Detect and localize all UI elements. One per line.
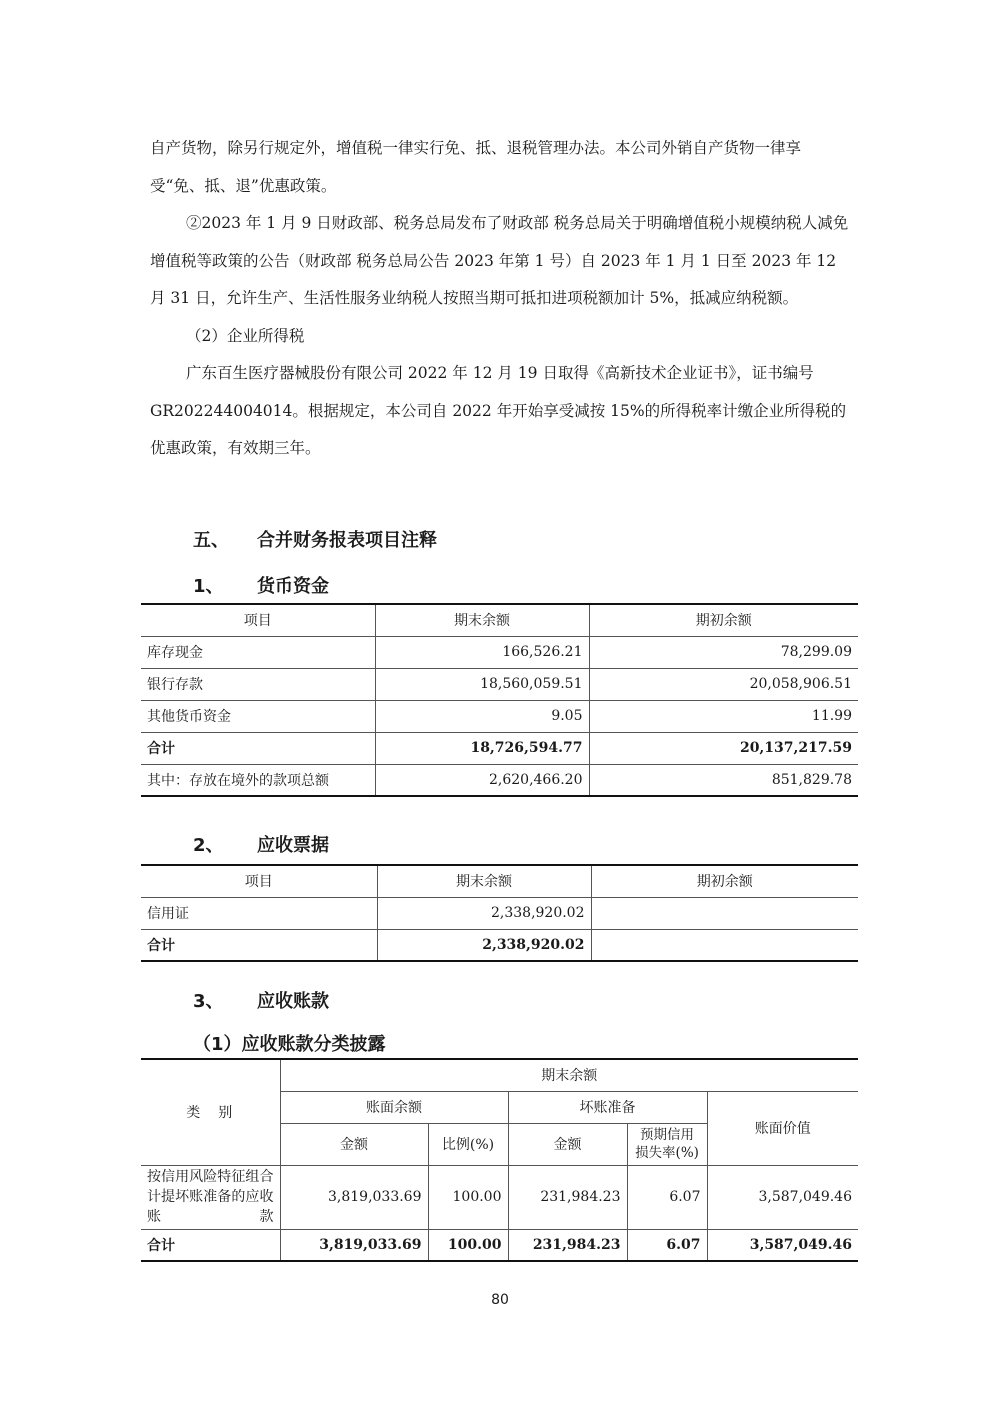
cell-value: 3,587,049.46 bbox=[707, 1229, 858, 1261]
cell-label: 合计 bbox=[141, 1229, 280, 1261]
table-row bbox=[141, 668, 858, 700]
table-header-row bbox=[141, 1059, 858, 1091]
header-loss-rate: 预期信用损失率(%) bbox=[627, 1123, 707, 1165]
table-row bbox=[141, 636, 858, 668]
cell-label: 其中：存放在境外的款项总额 bbox=[141, 764, 375, 796]
ar-sub-heading bbox=[193, 1030, 593, 1056]
cell-value: 18,560,059.51 bbox=[375, 668, 589, 700]
cell-label: 合计 bbox=[141, 929, 377, 961]
paragraph-vat-policy: ②2023 年 1 月 9 日财政部、税务总局发布了财政部 税务总局关于明确增值税小规模纳税人减免增值税等政策的公告（财政部 税务总局公告 2023 年第 1 号）自 2023 年 1 月 1 日至 2023 年 12 月 31 日，允许生产、生活性服务业纳税人按照当期可抵扣进项税额加计 5%，抵减应纳税额。 bbox=[150, 214, 849, 307]
cell-value: 20,137,217.59 bbox=[589, 732, 858, 764]
accounts-receivable-table bbox=[141, 1058, 858, 1262]
paragraph-export-tax: 自产货物，除另行规定外，增值税一律实行免、抵、退税管理办法。本公司外销自产货物一律享受“免、抵、退”优惠政策。 bbox=[150, 139, 802, 195]
cell-value bbox=[591, 897, 858, 929]
header-period-begin: 期初余额 bbox=[589, 604, 858, 636]
accounts-receivable-heading bbox=[193, 987, 493, 1013]
header-category: 类 别 bbox=[141, 1059, 280, 1165]
cell-value: 231,984.23 bbox=[508, 1165, 627, 1229]
header-amount: 金额 bbox=[280, 1123, 428, 1165]
cell-value: 166,526.21 bbox=[375, 636, 589, 668]
header-item: 项目 bbox=[141, 604, 375, 636]
header-period-end: 期末余额 bbox=[377, 865, 591, 897]
cell-label: 信用证 bbox=[141, 897, 377, 929]
table-header-row bbox=[141, 865, 858, 897]
notes-receivable-heading bbox=[193, 831, 493, 857]
section-title: 货币资金 bbox=[257, 576, 329, 597]
cell-value: 20,058,906.51 bbox=[589, 668, 858, 700]
section-number: 3、 bbox=[193, 991, 224, 1012]
table-row bbox=[141, 897, 858, 929]
table-total-row bbox=[141, 929, 858, 961]
table-total-row bbox=[141, 1229, 858, 1261]
header-amount: 金额 bbox=[508, 1123, 627, 1165]
cell-value: 2,338,920.02 bbox=[377, 929, 591, 961]
header-bad-debt: 坏账准备 bbox=[508, 1091, 707, 1123]
table-row bbox=[141, 700, 858, 732]
cash-heading bbox=[193, 572, 493, 598]
cell-value: 9.05 bbox=[375, 700, 589, 732]
header-ratio: 比例(%) bbox=[428, 1123, 508, 1165]
cell-value: 2,620,466.20 bbox=[375, 764, 589, 796]
sub-section-title: （1）应收账款分类披露 bbox=[193, 1034, 386, 1055]
cell-value: 231,984.23 bbox=[508, 1229, 627, 1261]
section-number: 五、 bbox=[193, 530, 229, 551]
cell-value: 100.00 bbox=[428, 1165, 508, 1229]
cell-value: 78,299.09 bbox=[589, 636, 858, 668]
cash-table bbox=[141, 603, 858, 797]
cell-value: 100.00 bbox=[428, 1229, 508, 1261]
cell-value: 18,726,594.77 bbox=[375, 732, 589, 764]
cell-label: 其他货币资金 bbox=[141, 700, 375, 732]
table-total-row bbox=[141, 732, 858, 764]
header-period-end: 期末余额 bbox=[375, 604, 589, 636]
section-title: 应收票据 bbox=[257, 835, 329, 856]
cell-label: 银行存款 bbox=[141, 668, 375, 700]
cell-value: 851,829.78 bbox=[589, 764, 858, 796]
table-row bbox=[141, 764, 858, 796]
header-item: 项目 bbox=[141, 865, 377, 897]
section-five-heading bbox=[193, 526, 653, 552]
cell-label: 合计 bbox=[141, 732, 375, 764]
section-number: 1、 bbox=[193, 576, 224, 597]
cell-value: 11.99 bbox=[589, 700, 858, 732]
cell-value: 3,587,049.46 bbox=[707, 1165, 858, 1229]
cell-value bbox=[591, 929, 858, 961]
body-text bbox=[150, 130, 850, 468]
cell-value: 3,819,033.69 bbox=[280, 1165, 428, 1229]
header-period-begin: 期初余额 bbox=[591, 865, 858, 897]
header-period-end: 期末余额 bbox=[280, 1059, 858, 1091]
header-book-value: 账面价值 bbox=[707, 1091, 858, 1165]
cell-value: 6.07 bbox=[627, 1165, 707, 1229]
paragraph-income-tax: 广东百生医疗器械股份有限公司 2022 年 12 月 19 日取得《高新技术企业证书》，证书编号 GR202244004014。根据规定，本公司自 2022 年开始享受减按 15%的所得税率计缴企业所得税的优惠政策，有效期三年。 bbox=[150, 364, 847, 457]
cell-value: 6.07 bbox=[627, 1229, 707, 1261]
section-title: 合并财务报表项目注释 bbox=[257, 530, 437, 551]
cell-value: 3,819,033.69 bbox=[280, 1229, 428, 1261]
paragraph-heading-income-tax: （2）企业所得税 bbox=[186, 326, 305, 345]
cell-label: 库存现金 bbox=[141, 636, 375, 668]
table-header-row bbox=[141, 604, 858, 636]
notes-receivable-table bbox=[141, 864, 858, 962]
section-title: 应收账款 bbox=[257, 991, 329, 1012]
page-number: 80 bbox=[491, 1292, 509, 1308]
section-number: 2、 bbox=[193, 835, 224, 856]
cell-label: 按信用风险特征组合计提坏账准备的应收账款 bbox=[141, 1165, 280, 1229]
header-book-balance: 账面余额 bbox=[280, 1091, 508, 1123]
table-row bbox=[141, 1165, 858, 1229]
cell-value: 2,338,920.02 bbox=[377, 897, 591, 929]
